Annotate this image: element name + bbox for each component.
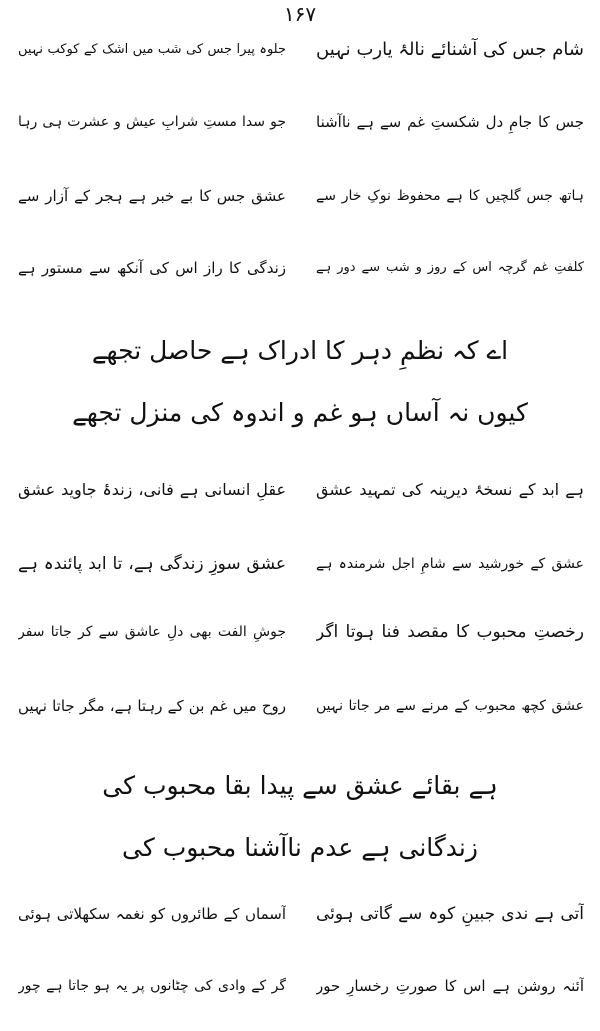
centered-verse <box>0 758 600 814</box>
misra-second: روح میں غم بن کے رہتا ہے، مگر جاتا نہیں <box>18 697 286 715</box>
misra-first: ہاتھ جس گلچیں کا ہے محفوظ نوکِ خار سے <box>316 188 584 204</box>
misra-first: عشق کے خورشید سے شامِ اجل شرمندہ ہے <box>316 556 584 572</box>
centered-verse <box>0 323 600 379</box>
couplet <box>18 460 584 520</box>
centered-misra: زندگانی ہے عدم ناآشنا محبوب کی <box>122 833 478 862</box>
misra-first: عشق کچھ محبوب کے مرنے سے مر جاتا نہیں <box>316 698 584 714</box>
misra-second: آسماں کے طائروں کو نغمہ سکھلاتی ہوئی <box>18 905 286 923</box>
couplet <box>18 20 584 80</box>
misra-second: جوشِ الفت بھی دلِ عاشق سے کر جاتا سفر <box>18 624 286 640</box>
misra-second: عشق سوزِ زندگی ہے، تا ابد پائندہ ہے <box>18 554 286 574</box>
centered-misra: کیوں نہ آساں ہو غم و اندوہ کی منزل تجھے <box>72 398 528 427</box>
couplet <box>18 92 584 152</box>
centered-verse <box>0 385 600 441</box>
misra-first: ہے ابد کے نسخۂ دیرینہ کی تمہید عشق <box>316 480 584 499</box>
misra-first: رخصتِ محبوب کا مقصد فنا ہوتا اگر <box>316 622 584 642</box>
misra-second: جو سدا مستِ شرابِ عیش و عشرت ہی رہا <box>18 114 286 130</box>
centered-verse <box>0 820 600 876</box>
misra-first: آتی ہے ندی جبینِ کوہ سے گاتی ہوئی <box>316 904 584 924</box>
misra-first: کلفتِ غم گرچہ اس کے روز و شب سے دور ہے <box>316 260 584 275</box>
centered-misra: اے کہ نظمِ دہر کا ادراک ہے حاصل تجھے <box>91 336 509 365</box>
couplet <box>18 884 584 944</box>
misra-second: عقلِ انسانی ہے فانی، زندۂ جاوید عشق <box>18 480 286 499</box>
couplet <box>18 956 584 1016</box>
misra-first: آئنہ روشن ہے اس کا صورتِ رخسارِ حور <box>316 977 584 995</box>
couplet <box>18 166 584 226</box>
couplet <box>18 676 584 736</box>
misra-second: جلوہ پیرا جس کی شب میں اشک کے کوکب نہیں <box>18 42 286 57</box>
page-number: ۱۶۷ <box>283 2 317 26</box>
misra-second: گر کے وادی کی چٹانوں پر یہ ہو جاتا ہے چور <box>18 978 286 994</box>
misra-first: جس کا جامِ دل شکستِ غم سے ہے ناآشنا <box>316 113 584 131</box>
couplet <box>18 534 584 594</box>
misra-second: عشق جس کا بے خبر ہے ہجر کے آزار سے <box>18 187 286 205</box>
couplet <box>18 602 584 662</box>
misra-first: شام جس کی آشنائے نالۂ یارب نہیں <box>316 39 584 60</box>
couplet <box>18 238 584 298</box>
misra-second: زندگی کا راز اس کی آنکھ سے مستور ہے <box>18 259 286 277</box>
centered-misra: ہے بقائے عشق سے پیدا بقا محبوب کی <box>102 771 498 800</box>
